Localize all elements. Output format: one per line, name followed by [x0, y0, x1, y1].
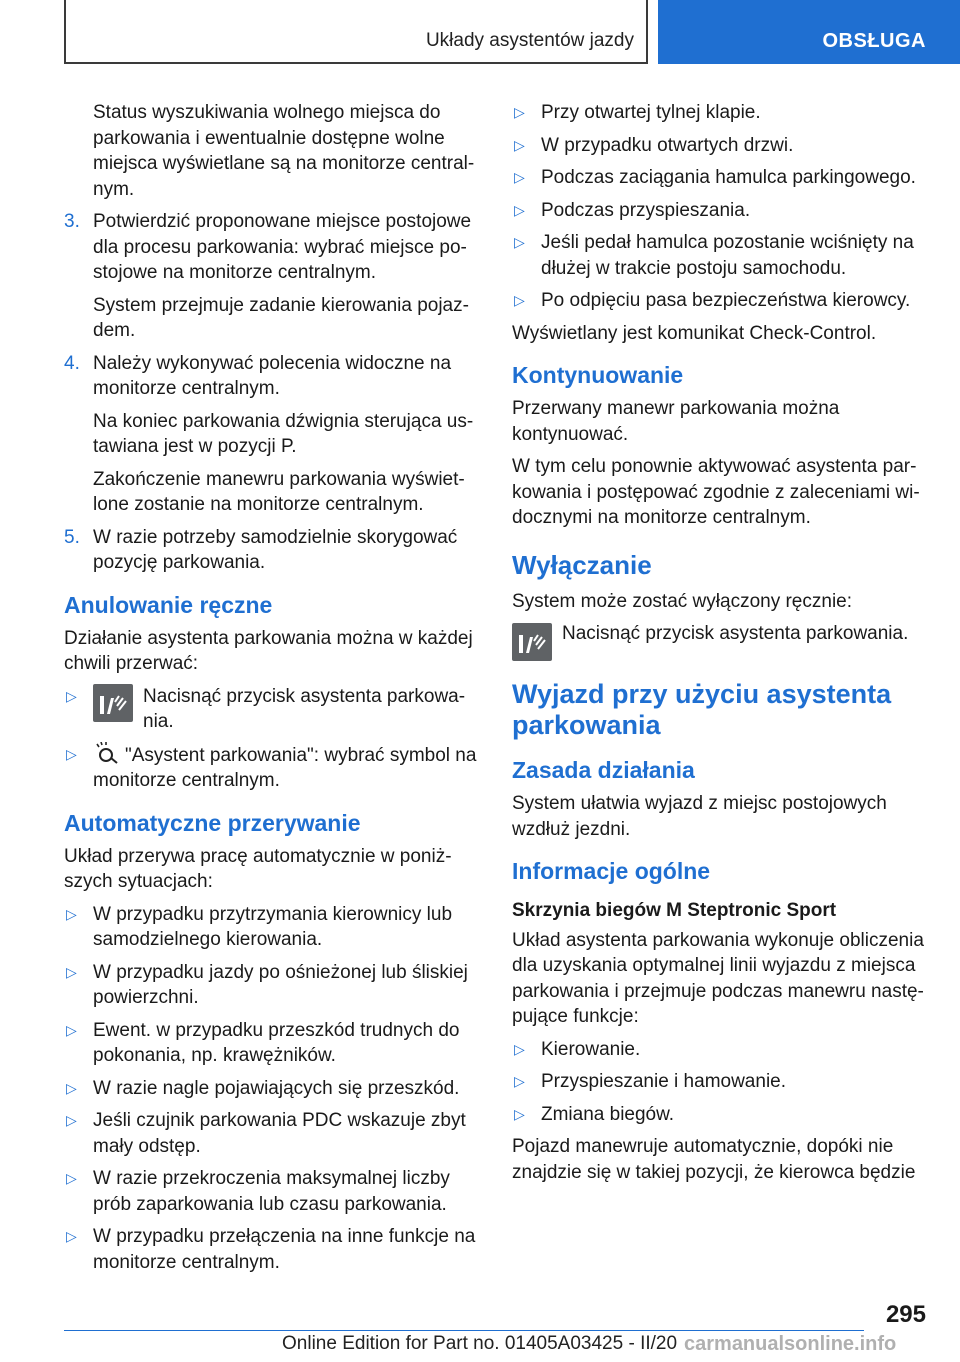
left-column [64, 100, 478, 1282]
bullet-marker: ▷ [66, 1228, 77, 1244]
step3-continuation: System przejmuje zadanie kierowania pojazdem. [93, 294, 469, 341]
list-item [512, 165, 926, 191]
off-intro: System może zostać wyłączony ręcznie: [512, 590, 853, 612]
bullet-marker: ▷ [514, 104, 525, 120]
step-text: Należy wykonywać polecenia widoczne na monitorze centralnym. [93, 352, 452, 399]
chapter-title: Układy asystentów jazdy [425, 30, 634, 51]
bullet-marker: ▷ [66, 963, 77, 980]
off-heading: Wyłączanie [512, 549, 652, 580]
list-item-text: Jeśli pedał hamulca pozostanie wciśnięty na dłużej w trakcie postoju samochodu. [541, 232, 914, 279]
general-heading: Informacje ogólne [512, 858, 711, 884]
bullet-marker: ▷ [514, 292, 525, 308]
header-chapter-box [64, 0, 648, 64]
step4-continuation-1: Na koniec parkowania dźwignia sterująca ustawiana jest w pozycji P. [93, 410, 474, 457]
list-item [64, 1076, 478, 1102]
list-item [64, 960, 478, 1011]
list-item-text: Zmiana biegów. [541, 1103, 675, 1125]
bullet-marker: ▷ [66, 745, 77, 762]
auto-intro: Układ przerywa pracę automatycznie w poniższych sytuacjach: [64, 845, 452, 892]
bullet-marker: ▷ [514, 169, 525, 185]
bullet-marker: ▷ [66, 687, 77, 704]
list-item-text: W przypadku otwartych drzwi. [541, 134, 794, 156]
list-item [512, 230, 926, 281]
step-number: 5. [64, 526, 80, 548]
step4-continuation-2: Zakończenie manewru parkowania wyświetlone zostanie na monitorze centralnym. [93, 468, 465, 515]
footer-watermark: carmanualsonline.info [684, 1333, 897, 1355]
principle-text: System ułatwia wyjazd z miejsc postojowych wzdłuż jezdni. [512, 793, 887, 840]
step-text: W razie potrzeby samodzielnie skorygować pozycję parkowania. [93, 526, 458, 573]
list-item [512, 1102, 926, 1128]
step-text: Potwierdzić proponowane miejsce postojowe dla procesu parkowania: wybrać miejsce postojowe na monitorze centralnym. [93, 211, 472, 283]
auto-heading: Automatyczne przerywanie [64, 809, 361, 836]
bullet-marker: ▷ [66, 1112, 77, 1128]
footer-edition: Online Edition for Part no. 01405A03425 - II/20 [282, 1333, 678, 1354]
bullet-marker: ▷ [66, 905, 77, 922]
list-item-text: Po odpięciu pasa bezpieczeństwa kierowcy. [541, 290, 911, 311]
page-number: 295 [885, 1301, 926, 1328]
bullet-marker: ▷ [66, 1079, 77, 1096]
list-item-text: Jeśli czujnik parkowania PDC wskazuje zbyt mały odstęp. [93, 1110, 466, 1157]
section-title: OBSŁUGA [822, 30, 926, 52]
list-item-text: W razie przekroczenia maksymalnej liczby prób zaparkowania lub czasu parkowania. [93, 1168, 450, 1215]
continue-paragraph-2: W tym celu ponownie aktywować asystenta parkowania i postępować zgodnie z zaleceniami widocznymi na monitorze centralnym. [512, 456, 920, 528]
right-column [512, 100, 926, 1192]
gearbox-text: Układ asystenta parkowania wykonuje obliczenia dla uzyskania optymalnej linii wyjazdu z miejsca parkowania i przejmuje podczas manewru następujące funkcje: [512, 929, 924, 1027]
bullet-marker: ▷ [514, 234, 525, 250]
header-section-tab [658, 0, 960, 64]
bullet-marker: ▷ [514, 1073, 525, 1089]
list-item-text: W przypadku przytrzymania kierownicy lub samodzielnego kierowania. [93, 903, 453, 950]
step-5 [64, 525, 478, 576]
bullet-marker: ▷ [66, 1021, 77, 1038]
continue-heading: Kontynuowanie [512, 362, 684, 388]
list-item [512, 133, 926, 159]
bullet-marker: ▷ [514, 1105, 525, 1122]
parking-assistant-button-icon [93, 684, 133, 722]
off-instruction [512, 621, 926, 661]
step2-continuation: Status wyszukiwania wolnego miejsca do parkowania i ewentualnie dostępne wolne miejsca wyświetlane są na monitorze centralnym. [93, 102, 475, 200]
list-item [64, 902, 478, 953]
list-item [512, 1069, 926, 1095]
list-item [512, 1037, 926, 1063]
list-item [64, 1224, 478, 1275]
list-item-text: W przypadku jazdy po ośnieżonej lub śliskiej powierzchni. [93, 961, 468, 1008]
list-item [64, 1166, 478, 1217]
cancel-item-text: Nacisnąć przycisk asystenta parkowania. [143, 685, 466, 732]
step-number: 4. [64, 352, 80, 374]
list-item-text: Podczas zaciągania hamulca parkingowego. [541, 167, 916, 188]
list-item-text: W razie nagle pojawiających się przeszkód. [93, 1077, 460, 1099]
list-item-text: Kierowanie. [541, 1038, 641, 1060]
gearbox-heading: Skrzynia biegów M Steptronic Sport [512, 900, 837, 921]
step-3 [64, 209, 478, 286]
cancel-item-text: "Asystent parkowania": wybrać symbol na monitorze centralnym. [93, 744, 477, 791]
final-text: Pojazd manewruje automatycznie, dopóki nie znajdzie się w takiej pozycji, że kierowca będzie [512, 1136, 916, 1183]
bullet-marker: ▷ [514, 201, 525, 218]
cancel-item-button [64, 684, 478, 735]
list-item [512, 100, 926, 126]
list-item [512, 198, 926, 224]
principle-heading: Zasada działania [512, 757, 695, 783]
bullet-marker: ▷ [514, 136, 525, 153]
parking-assistant-button-icon [512, 623, 552, 661]
list-item-text: Przy otwartej tylnej klapie. [541, 102, 761, 123]
bullet-marker: ▷ [66, 1170, 77, 1186]
list-item-text: Ewent. w przypadku przeszkód trudnych do pokonania, np. krawężników. [93, 1019, 460, 1066]
cancel-intro: Działanie asystenta parkowania można w każdej chwili przerwać: [64, 627, 473, 674]
continue-paragraph-1: Przerwany manewr parkowania można kontynuować. [512, 398, 840, 445]
cancel-heading: Anulowanie ręczne [64, 591, 273, 618]
cancel-item-symbol [64, 742, 478, 794]
step-4 [64, 351, 478, 402]
list-item-text: Przyspieszanie i hamowanie. [541, 1071, 787, 1092]
bullet-marker: ▷ [514, 1040, 525, 1057]
check-control-note: Wyświetlany jest komunikat Check-Control. [512, 322, 877, 344]
parking-assistant-symbol-icon [93, 742, 119, 764]
footer-divider [64, 1330, 864, 1331]
list-item-text: Podczas przyspieszania. [541, 199, 751, 221]
list-item [512, 288, 926, 314]
list-item-text: W przypadku przełączenia na inne funkcje na monitorze centralnym. [93, 1226, 476, 1273]
list-item [64, 1018, 478, 1069]
list-item [64, 1108, 478, 1159]
exit-heading: Wyjazd przy użyciu asystenta parkowania [512, 679, 892, 740]
step-number: 3. [64, 211, 80, 232]
off-instruction-text: Nacisnąć przycisk asystenta parkowania. [562, 623, 909, 644]
